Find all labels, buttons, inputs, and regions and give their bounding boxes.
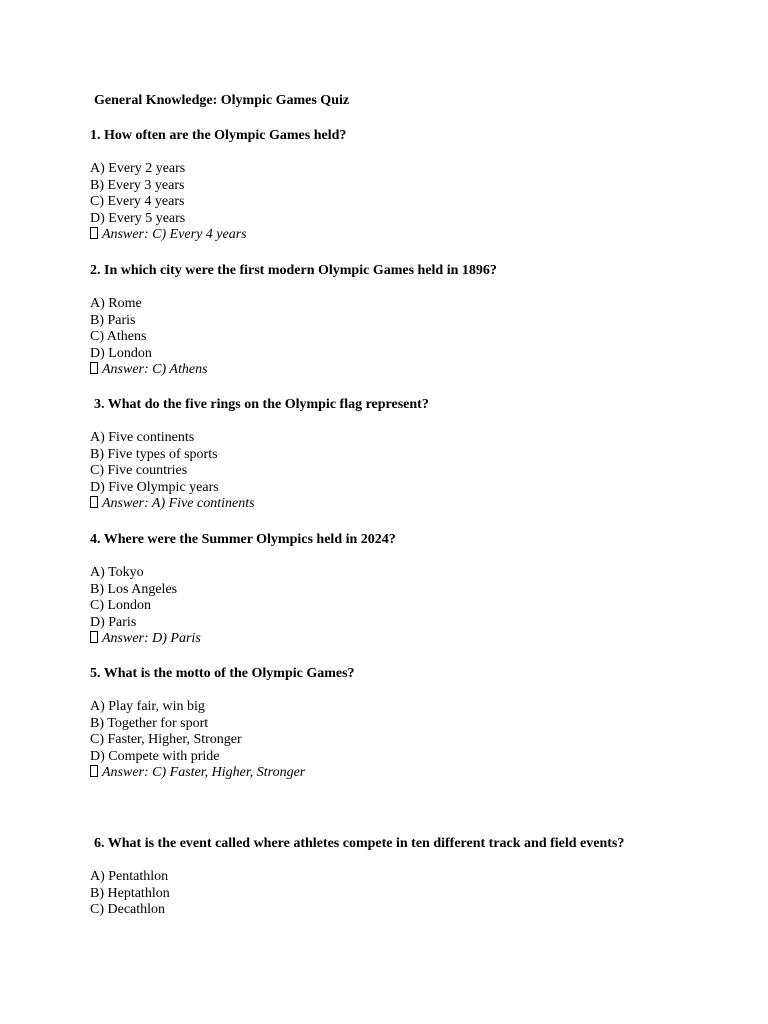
answer-text: Answer: C) Every 4 years [102, 227, 247, 242]
question-block-4 [90, 531, 730, 648]
missing-glyph-icon [90, 631, 98, 643]
question-block-5 [90, 665, 730, 782]
option-d: D) Five Olympic years [90, 479, 219, 495]
option-c: C) Faster, Higher, Stronger [90, 732, 242, 747]
question-text: 4. Where were the Summer Olympics held in 2024? [90, 532, 396, 547]
question-block-2 [90, 262, 730, 379]
option-b: B) Los Angeles [90, 581, 178, 597]
answer-text: Answer: C) Faster, Higher, Stronger [102, 765, 306, 780]
answer-text: Answer: A) Five continents [102, 496, 255, 511]
option-b: B) Heptathlon [90, 885, 170, 901]
answer-line [90, 496, 730, 513]
missing-glyph-icon [90, 227, 98, 239]
question-block-3 [90, 396, 730, 513]
option-b: B) Together for sport [90, 715, 209, 731]
option-a: A) Rome [90, 296, 142, 311]
option-d: D) London [90, 345, 152, 361]
answer-text: Answer: C) Athens [102, 362, 208, 377]
option-b: B) Five types of sports [90, 446, 218, 462]
missing-glyph-icon [90, 362, 98, 374]
answer-line [90, 765, 730, 782]
option-d: D) Every 5 years [90, 210, 186, 226]
question-text: 1. How often are the Olympic Games held? [90, 128, 347, 143]
question-text: 5. What is the motto of the Olympic Games? [90, 666, 355, 681]
option-a: A) Pentathlon [90, 869, 169, 884]
option-d: D) Paris [90, 614, 137, 630]
option-c: C) Athens [90, 329, 147, 344]
answer-line [90, 631, 730, 648]
answer-text: Answer: D) Paris [102, 631, 201, 646]
answer-line [90, 362, 730, 379]
option-c: C) Decathlon [90, 902, 166, 917]
option-c: C) Every 4 years [90, 194, 185, 209]
question-block-1 [90, 127, 730, 244]
missing-glyph-icon [90, 496, 98, 508]
question-block-6 [90, 835, 730, 919]
missing-glyph-icon [90, 765, 98, 777]
question-text: 6. What is the event called where athletes compete in ten different track and field events? [94, 836, 625, 851]
option-a: A) Five continents [90, 430, 195, 445]
option-a: A) Every 2 years [90, 161, 186, 176]
option-a: A) Tokyo [90, 565, 144, 580]
option-c: C) Five countries [90, 463, 188, 478]
option-b: B) Paris [90, 312, 136, 328]
question-text: 3. What do the five rings on the Olympic flag represent? [94, 397, 429, 412]
option-d: D) Compete with pride [90, 748, 220, 764]
option-c: C) London [90, 598, 152, 613]
quiz-title: General Knowledge: Olympic Games Quiz [94, 93, 350, 108]
answer-line [90, 227, 730, 244]
option-a: A) Play fair, win big [90, 699, 205, 714]
question-text: 2. In which city were the first modern Olympic Games held in 1896? [90, 263, 497, 278]
option-b: B) Every 3 years [90, 177, 185, 193]
